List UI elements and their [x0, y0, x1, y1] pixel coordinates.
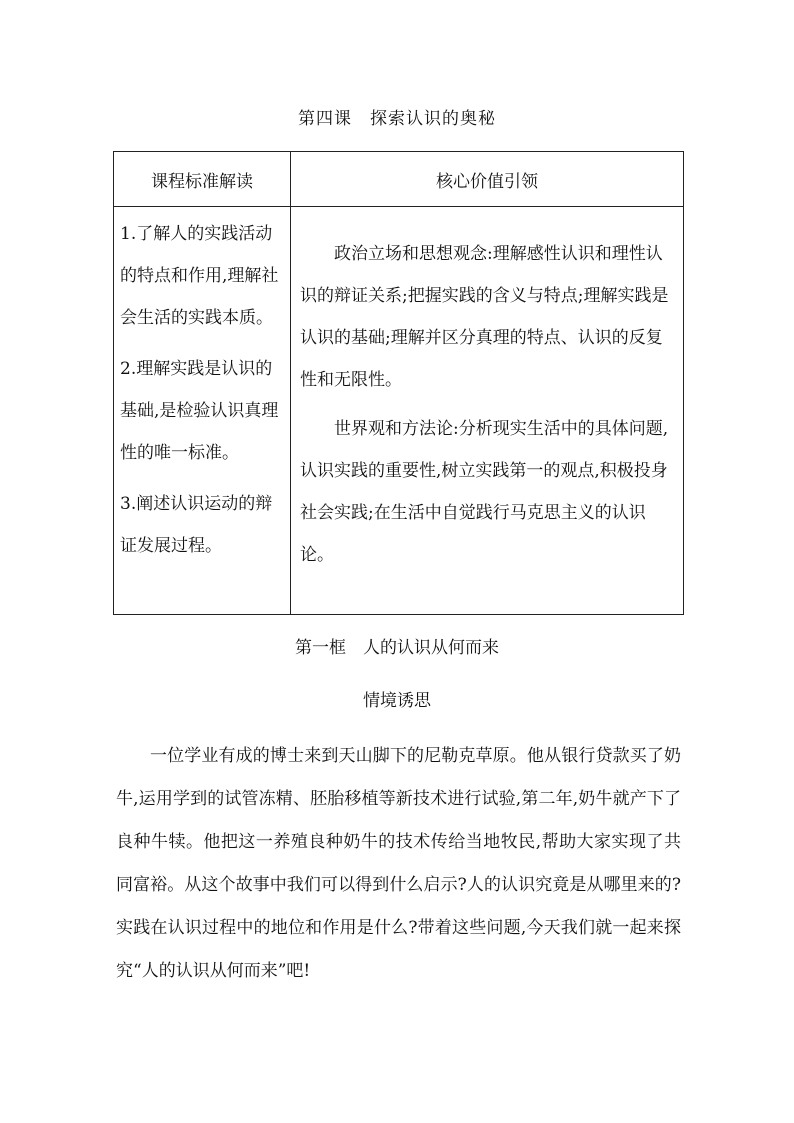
standard-item-3: 3.阐述认识运动的辩证发展过程。 — [120, 494, 273, 556]
standards-cell — [114, 207, 291, 615]
value-paragraph-2: 世界观和方法论:分析现实生活中的具体问题,认识实践的重要性,树立实践第一的观点,积极投身社会实践;在生活中自觉践行马克思主义的认识论。 — [300, 419, 669, 565]
section-title: 第一框 人的认识从何而来 — [295, 638, 499, 658]
standard-item-1: 1.了解人的实践活动的特点和作用,理解社会生活的实践本质。 — [120, 224, 279, 328]
lesson-title: 第四课 探索认识的奥秘 — [298, 109, 496, 129]
curriculum-table — [113, 151, 684, 615]
story-paragraph: 一位学业有成的博士来到天山脚下的尼勒克草原。他从银行贷款买了奶牛,运用学到的试管冻精、胚胎移植等新技术进行试验,第二年,奶牛就产下了良种牛犊。他把这一养殖良种奶牛的技术传给当地牧民,帮助大家实现了共同富裕。从这个故事中我们可以得到什么启示?人的认识究竟是从哪里来的?实践在认识过程中的地位和作用是什么?带着这些问题,今天我们就一起来探究“人的认识从何而来”吧! — [116, 746, 681, 981]
standard-item-2: 2.理解实践是认识的基础,是检验认识真理性的唯一标准。 — [120, 359, 279, 463]
sub-title: 情境诱思 — [363, 691, 431, 711]
table-header-row — [114, 152, 684, 207]
values-cell — [291, 207, 684, 615]
table-body-row — [114, 207, 684, 615]
header-standards: 课程标准解读 — [114, 152, 291, 207]
value-paragraph-1: 政治立场和思想观念:理解感性认识和理性认识的辩证关系;把握实践的含义与特点;理解实践是认识的基础;理解并区分真理的特点、认识的反复性和无限性。 — [300, 244, 669, 390]
header-values: 核心价值引领 — [291, 152, 684, 207]
